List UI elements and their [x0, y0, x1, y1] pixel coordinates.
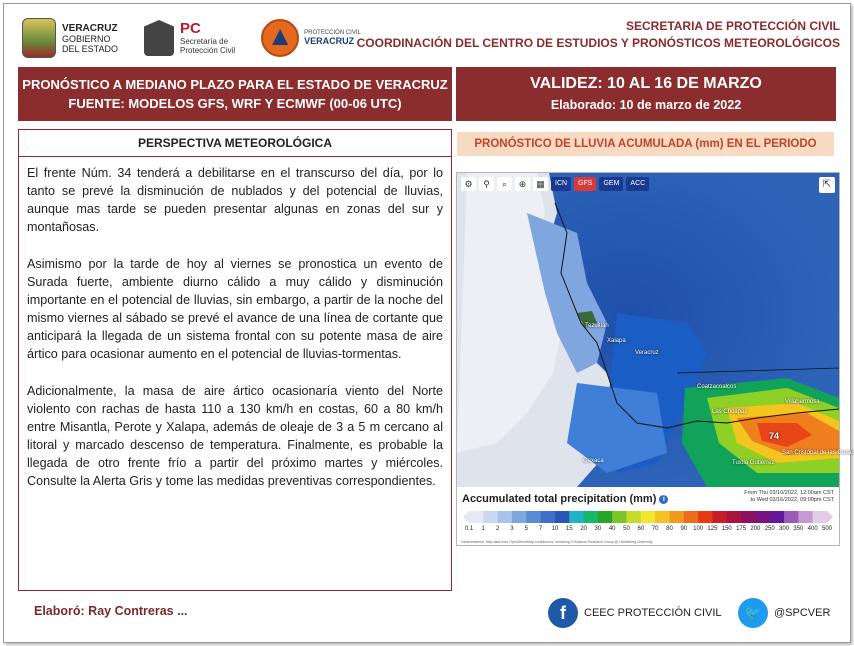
- twitter-icon: 🐦: [738, 598, 768, 628]
- scale-swatch: [498, 511, 513, 523]
- map-credits: Kartenmaterial: Map data from OpenStreetMap contributors, rendering GIScience Research Group @ Heidelberg University: [461, 540, 653, 544]
- scale-swatch: [483, 511, 498, 523]
- map-place-label: Tuxtla Gutiérrez: [732, 460, 775, 466]
- twitter-link[interactable]: [738, 598, 830, 628]
- gov-logo-line1: VERACRUZ: [62, 22, 118, 34]
- scale-swatch: [655, 511, 670, 523]
- veracruz-gov-logo: [22, 18, 118, 58]
- scale-tick-label: 300: [779, 526, 790, 532]
- map-place-label: Villahermosa: [785, 399, 820, 405]
- scale-swatch: [627, 511, 642, 523]
- scale-swatch: [727, 511, 742, 523]
- map-place-label: Oaxaca: [583, 458, 604, 464]
- legend-title-text: Accumulated total precipitation (mm): [462, 493, 657, 505]
- civil-protection-triangle-icon: [261, 19, 299, 57]
- scale-swatch: [798, 511, 813, 523]
- scale-tick-label: 40: [608, 526, 616, 532]
- header-logos: [22, 18, 387, 58]
- scale-swatch: [526, 511, 541, 523]
- map-place-label: Xalapa: [607, 338, 626, 344]
- scale-tick-label: 70: [651, 526, 659, 532]
- outlook-paragraph: Adicionalmente, la masa de aire ártico ocasionaría viento del Norte violento con rachas de hasta 110 a 130 km/h en costas, 60 a 80 km/h entre Misantla, Perote y Xalapa, además de oleaje de 3 a 5 m cercano al litoral y marcado descenso de temperatura. Finalmente, es probable la llegada de otro frente frío a partir del próximo martes y miércoles. Consulte la Alerta Gris y tome las medidas preventivas correspondientes.: [27, 384, 443, 488]
- pc-logo-abbr: PC: [180, 20, 201, 37]
- scale-tick-label: 7: [538, 526, 543, 532]
- facebook-link[interactable]: [548, 598, 722, 628]
- scale-swatch: [512, 511, 527, 523]
- model-tab-gfs[interactable]: GFS: [574, 177, 596, 191]
- scale-tick-label: 100: [693, 526, 704, 532]
- scale-tick-label: 3: [510, 526, 514, 532]
- scale-tick-label: 1: [481, 526, 485, 532]
- scale-swatch: [770, 511, 785, 523]
- scale-swatch: [598, 511, 613, 523]
- map-place-label: Las Choapas: [712, 409, 748, 415]
- scale-tick-label: 50: [623, 526, 630, 532]
- agency-header: [357, 18, 840, 52]
- pc-logo-line1: Secretaría de: [180, 37, 229, 46]
- scale-tick-label: 125: [707, 526, 718, 532]
- model-tab-gem[interactable]: GEM: [599, 177, 623, 191]
- heading-divider: [19, 156, 451, 157]
- facebook-handle: CEEC PROTECCIÓN CIVIL: [584, 607, 722, 619]
- scale-tick-label: 400: [807, 526, 818, 532]
- pc-logo-line2: Protección Civil: [180, 46, 236, 55]
- pcv-logo-line2: VERACRUZ: [304, 36, 355, 46]
- scale-ticks: [463, 526, 833, 536]
- zoom-in-icon[interactable]: ⊕: [515, 177, 530, 191]
- color-scale-bar: [463, 511, 833, 523]
- scale-tick-label: 10: [551, 526, 559, 532]
- precip-legend: [457, 487, 839, 545]
- scale-swatch: [555, 511, 570, 523]
- forecast-title: PRONÓSTICO A MEDIANO PLAZO PARA EL ESTADO DE VERACRUZ: [22, 77, 448, 92]
- scale-tick-label: 250: [764, 526, 775, 532]
- map-toolbar: [461, 177, 649, 191]
- validity-banner: [456, 67, 836, 121]
- scale-swatch: [584, 511, 599, 523]
- forecast-title-banner: [18, 67, 452, 121]
- scale-tick-label: 2: [495, 526, 500, 532]
- forecast-source: FUENTE: MODELOS GFS, WRF Y ECMWF (00-06 UTC): [68, 96, 402, 111]
- location-pin-icon[interactable]: ⚲: [479, 177, 494, 191]
- scale-swatch: [669, 511, 684, 523]
- scale-tick-label: 500: [821, 526, 833, 532]
- validity-period: VALIDEZ: 10 AL 16 DE MARZO: [530, 75, 762, 92]
- pc-veracruz-logo: [261, 19, 361, 57]
- pc-logo: [144, 20, 235, 56]
- scale-swatch: [712, 511, 727, 523]
- scale-tick-label: 30: [594, 526, 602, 532]
- settings-icon[interactable]: ⚙: [461, 177, 476, 191]
- prepared-by: Elaboró: Ray Contreras ...: [34, 604, 188, 618]
- gov-logo-line2: GOBIERNO: [62, 33, 111, 44]
- gov-logo-line3: DEL ESTADO: [62, 43, 119, 54]
- pcv-logo-line1: PROTECCIÓN CIVIL: [304, 30, 361, 36]
- date-from: From Thu 03/10/2022, 12:00am CST: [744, 490, 834, 496]
- scale-arrow-right: [827, 511, 833, 523]
- facebook-icon: f: [548, 598, 578, 628]
- precipitation-map[interactable]: [456, 172, 854, 546]
- model-tab-acc[interactable]: ACC: [626, 177, 649, 191]
- date-to: to Wed 03/16/2022, 09:00pm CST: [750, 497, 834, 503]
- twitter-handle: @SPCVER: [774, 607, 831, 619]
- model-tab-icn[interactable]: ICN: [551, 177, 571, 191]
- scale-swatch: [741, 511, 756, 523]
- scale-tick-label: 150: [721, 526, 732, 532]
- share-icon[interactable]: ⇱: [819, 177, 835, 193]
- meteorological-outlook-panel: [18, 129, 452, 591]
- state-seal-icon: [22, 18, 56, 58]
- scale-tick-label: 90: [680, 526, 688, 532]
- scale-tick-label: 15: [565, 526, 573, 532]
- castle-icon: [144, 20, 174, 56]
- scale-arrow-left: [463, 511, 469, 523]
- scale-tick-label: 80: [666, 526, 673, 532]
- search-icon[interactable]: ⌕: [497, 177, 512, 191]
- map-place-label: Coatzacoalcos: [697, 384, 737, 390]
- scale-swatch: [698, 511, 713, 523]
- scale-swatch: [541, 511, 556, 523]
- legend-dates: [744, 490, 834, 504]
- map-place-label: San Cristóbal de las Casas: [782, 450, 854, 456]
- scale-swatch: [641, 511, 656, 523]
- scale-swatch: [684, 511, 699, 523]
- scale-swatch: [813, 511, 828, 523]
- outlook-paragraph: El frente Núm. 34 tenderá a debilitarse en el transcurso del día, por lo tanto se prevé la disminución de nublados y del potencial de lluvias, aunque mas tarde se pueden presentar algunas en zonas del sur y montañosas.: [27, 166, 443, 234]
- scale-swatch: [612, 511, 627, 523]
- scale-tick-label: 5: [524, 526, 528, 532]
- map-place-label: Tezuitlán: [585, 323, 609, 329]
- scale-tick-label: 60: [637, 526, 645, 532]
- scale-tick-label: 350: [793, 526, 804, 532]
- scale-swatch: [469, 511, 484, 523]
- scale-swatch: [755, 511, 770, 523]
- info-icon[interactable]: i: [659, 495, 668, 504]
- scale-tick-label: 20: [580, 526, 587, 532]
- rain-forecast-title: PRONÓSTICO DE LLUVIA ACUMULADA (mm) EN EL PERIODO: [457, 132, 834, 156]
- agency-line1: SECRETARIA DE PROTECCIÓN CIVIL: [625, 19, 840, 33]
- outlook-paragraph: Asimismo por la tarde de hoy al viernes se pronostica un evento de Surada fuerte, ambiente diurno cálido a muy cálido y disminución importante en el potencial de lluvias, sin embargo, a partir de la noche del mismo viernes al sábado se prevé el avance de una línea de cortante que anticipará la llegada de un sistema frontal con su potente masa de aire ártico para ocasionar aumento en el potencial de lluvias-tormentas.: [27, 257, 443, 361]
- issued-date: Elaborado: 10 de marzo de 2022: [550, 98, 742, 112]
- agency-line2: COORDINACIÓN DEL CENTRO DE ESTUDIOS Y PRONÓSTICOS METEOROLÓGICOS: [356, 36, 840, 50]
- precipitation-field: [457, 173, 839, 487]
- scale-tick-label: 175: [736, 526, 747, 532]
- scale-swatch: [569, 511, 584, 523]
- outlook-heading: PERSPECTIVA METEOROLÓGICA: [137, 136, 332, 150]
- map-place-label: Veracruz: [635, 350, 659, 356]
- grid-icon[interactable]: ▦: [533, 177, 548, 191]
- legend-title: [462, 493, 668, 505]
- scale-tick-label: 0.1: [464, 526, 474, 532]
- scale-swatch: [784, 511, 799, 523]
- scale-tick-label: 200: [750, 526, 761, 532]
- peak-precip-value: 74: [769, 431, 780, 441]
